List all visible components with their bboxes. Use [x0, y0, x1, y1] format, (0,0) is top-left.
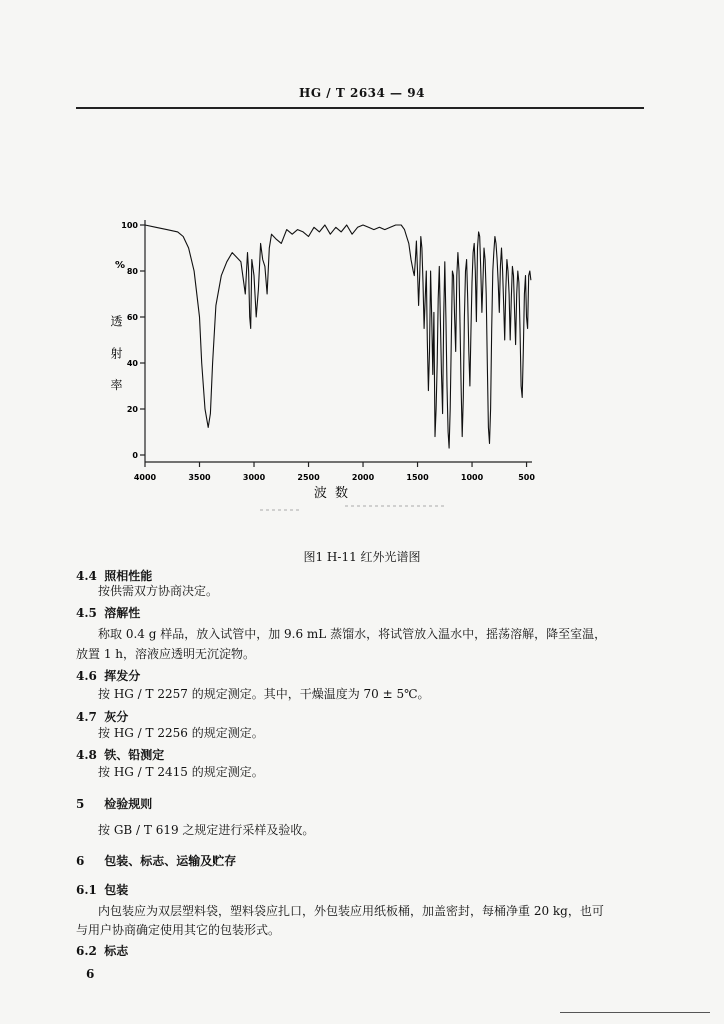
x-tick-label: 2000 — [351, 473, 375, 482]
y-axis-label: 透 射 率 — [109, 315, 123, 399]
figure-caption: 图1 H-11 红外光谱图 — [303, 550, 421, 564]
section-body: 按供需双方协商决定。 — [98, 584, 219, 598]
section-body: 按 GB / T 619 之规定进行采样及验收。 — [98, 823, 315, 837]
section-title: 挥发分 — [104, 669, 141, 683]
section-heading-6-2 — [76, 942, 128, 959]
section-body: 按 HG / T 2257 的规定测定。其中，干燥温度为 70 ± 5℃。 — [98, 687, 430, 701]
section-title: 检验规则 — [104, 797, 153, 811]
section-body: 按 HG / T 2256 的规定测定。 — [98, 726, 264, 740]
section-number: 6 — [76, 854, 85, 868]
section-body-line-1: 内包装应为双层塑料袋，塑料袋应扎口，外包装应用纸板桶，加盖密封，每桶净重 20 kg，也可 — [98, 904, 604, 918]
section-number: 5 — [76, 797, 85, 811]
section-number: 4.5 — [76, 606, 97, 620]
section-heading-4-5 — [76, 604, 140, 621]
y-tick-label: 20 — [126, 405, 138, 414]
page-number: 6 — [86, 967, 95, 981]
x-tick-label: 3000 — [242, 473, 266, 482]
section-title: 照相性能 — [104, 569, 153, 583]
section-title: 包装、标志、运输及贮存 — [104, 854, 237, 868]
ir-spectrum-chart — [100, 200, 540, 520]
spectrum-series-line — [145, 225, 531, 448]
y-tick-label: 60 — [126, 313, 138, 322]
section-number: 6.2 — [76, 944, 97, 958]
section-heading-4-8 — [76, 746, 164, 763]
section-body-line-2: 与用户协商确定使用其它的包装形式。 — [76, 923, 281, 937]
section-body-line-2: 放置 1 h，溶液应透明无沉淀物。 — [76, 647, 255, 661]
section-body-line-1: 称取 0.4 g 样品，放入试管中，加 9.6 mL 蒸馏水，将试管放入温水中，摇荡溶解，降至室温， — [98, 627, 607, 641]
section-title: 铁、铅测定 — [104, 748, 165, 762]
section-number: 4.4 — [76, 569, 97, 583]
section-title: 灰分 — [104, 710, 129, 724]
y-tick-label: 80 — [126, 267, 138, 276]
section-title: 溶解性 — [104, 606, 141, 620]
section-heading-4-6 — [76, 667, 140, 684]
section-body: 按 HG / T 2415 的规定测定。 — [98, 765, 264, 779]
footer-rule — [560, 1012, 710, 1013]
standard-code-header: HG / T 2634 — 94 — [299, 86, 425, 100]
section-number: 4.8 — [76, 748, 97, 762]
section-number: 4.6 — [76, 669, 97, 683]
x-tick-label: 1000 — [460, 473, 484, 482]
y-tick-label: 100 — [121, 221, 138, 230]
x-tick-label: 4000 — [133, 473, 157, 482]
y-axis-unit: % — [114, 260, 126, 271]
x-tick-label: 3500 — [188, 473, 211, 482]
section-number: 4.7 — [76, 710, 97, 724]
section-heading-6-1 — [76, 881, 128, 898]
x-tick-label: 1500 — [406, 473, 429, 482]
x-tick-label: 2500 — [297, 473, 320, 482]
x-tick-label: 500 — [518, 473, 535, 482]
section-heading-6 — [76, 852, 236, 869]
y-tick-label: 40 — [126, 359, 138, 368]
section-title: 包装 — [104, 883, 129, 897]
y-tick-label: 0 — [132, 451, 138, 460]
section-title: 标志 — [104, 944, 129, 958]
header-rule — [76, 107, 644, 109]
x-axis-label: 波 数 — [313, 486, 351, 501]
section-heading-5 — [76, 795, 152, 812]
section-number: 6.1 — [76, 883, 97, 897]
